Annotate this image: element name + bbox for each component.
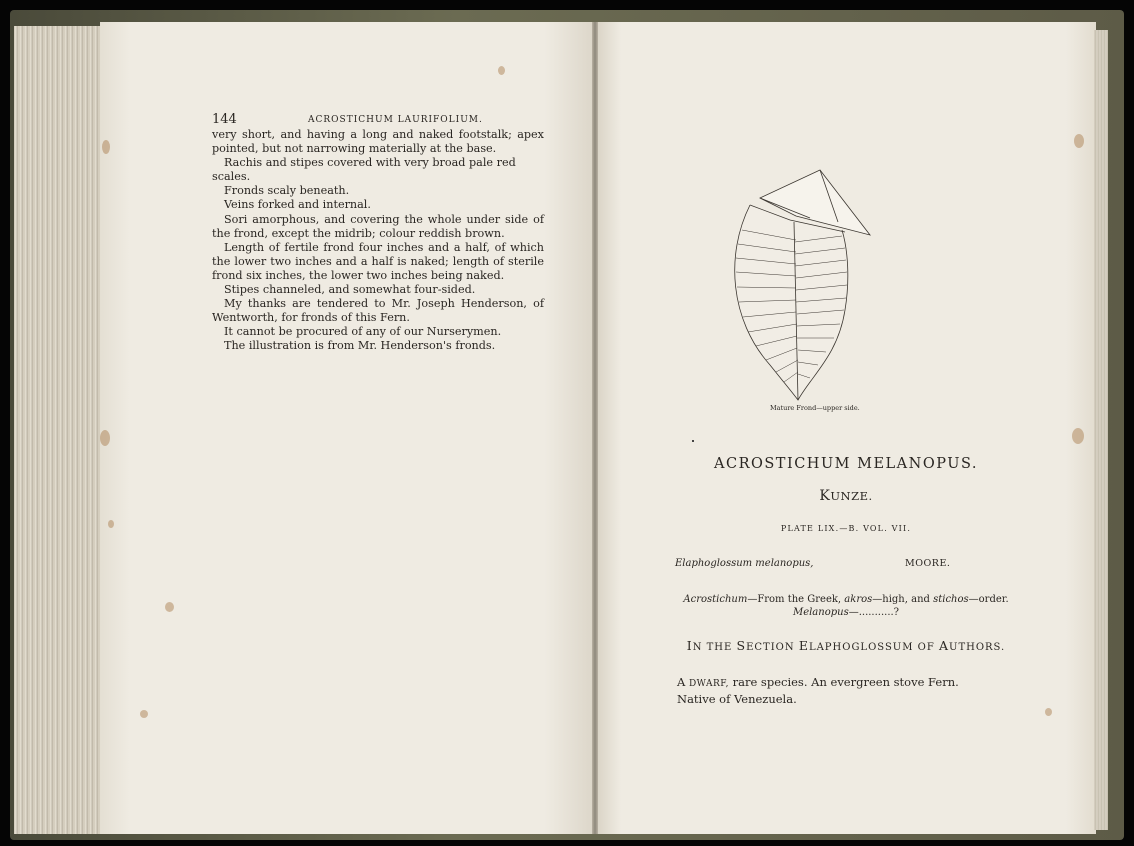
figure-caption: Mature Frond—upper side. — [770, 404, 860, 412]
foxing-spot — [165, 602, 174, 612]
section-heading — [596, 638, 1096, 653]
foxing-spot — [498, 66, 505, 75]
paragraph: Stipes channeled, and somewhat four-sided. — [224, 283, 476, 297]
section-word: LAPHOGLOSSUM — [808, 642, 914, 653]
species-title: ACROSTICHUM MELANOPUS. — [714, 456, 978, 472]
etym-text: —high, and — [872, 594, 934, 605]
ink-mark — [692, 440, 694, 442]
section-word: UTHORS. — [949, 642, 1006, 653]
species-author — [596, 488, 1096, 504]
etymology — [596, 593, 1096, 619]
etym-text: —order. — [968, 594, 1009, 605]
foxing-spot — [102, 140, 110, 154]
etym-species: Melanopus — [792, 607, 849, 618]
frond-illustration — [720, 160, 890, 410]
species-description — [677, 675, 977, 707]
paragraph: It cannot be procured of any of our Nurserymen. — [224, 325, 502, 339]
foxing-spot — [1074, 134, 1084, 148]
desc-line: Native of Venezuela. — [677, 692, 797, 706]
synonym: Elaphoglossum melanopus, — [675, 558, 814, 569]
book-gutter — [592, 22, 598, 834]
page-number: 144 — [212, 112, 237, 127]
right-page — [596, 22, 1096, 834]
section-cap: S — [736, 638, 747, 653]
section-word: N THE — [692, 642, 733, 653]
paragraph: Sori amorphous, and covering the whole under side of the frond, except the midrib; colour reddish brown. — [212, 212, 544, 240]
paragraph: very short, and having a long and naked footstalk; apex pointed, but not narrowing materially at the base. — [212, 128, 544, 156]
etym-akros: akros — [844, 594, 873, 605]
section-cap: I — [686, 638, 693, 653]
left-page-body — [212, 128, 544, 354]
etym-text: —...........? — [848, 607, 900, 618]
page-edges-right — [1094, 30, 1108, 830]
etym-genus: Acrostichum — [683, 594, 748, 605]
running-head: ACROSTICHUM LAURIFOLIUM. — [308, 115, 483, 125]
etym-stichos: stichos — [933, 594, 969, 605]
page-edges-left — [14, 26, 114, 834]
author-rest: UNZE. — [830, 489, 873, 503]
paragraph: Veins forked and internal. — [224, 198, 371, 212]
desc-initial: A — [677, 675, 686, 689]
paragraph: My thanks are tendered to Mr. Joseph Henderson, of Wentworth, for fronds of this Fern. — [212, 297, 544, 325]
desc-text: rare species. An evergreen stove Fern. — [728, 675, 959, 689]
foxing-spot — [108, 520, 114, 528]
synonym-author: MOORE. — [905, 558, 951, 569]
plate-reference: PLATE LIX.—B. VOL. VII. — [780, 524, 912, 533]
etym-text: —From the Greek, — [747, 594, 845, 605]
paragraph: Length of fertile frond four inches and a half, of which the lower two inches and a half is naked; length of sterile frond six inches, the lower two inches being naked. — [212, 240, 544, 282]
foxing-spot — [1045, 708, 1052, 716]
foxing-spot — [1072, 428, 1084, 444]
section-cap: A — [938, 638, 950, 653]
author-initial: K — [819, 488, 831, 504]
desc-smallcaps: DWARF, — [688, 679, 729, 689]
foxing-spot — [100, 430, 110, 446]
section-word: OF — [917, 642, 935, 653]
section-word: ECTION — [746, 642, 795, 653]
paragraph: Rachis and stipes covered with very broad pale red scales. — [212, 156, 516, 184]
paragraph: Fronds scaly beneath. — [224, 184, 350, 198]
foxing-spot — [140, 710, 148, 718]
section-cap: E — [798, 638, 809, 653]
paragraph: The illustration is from Mr. Henderson's fronds. — [224, 339, 496, 353]
